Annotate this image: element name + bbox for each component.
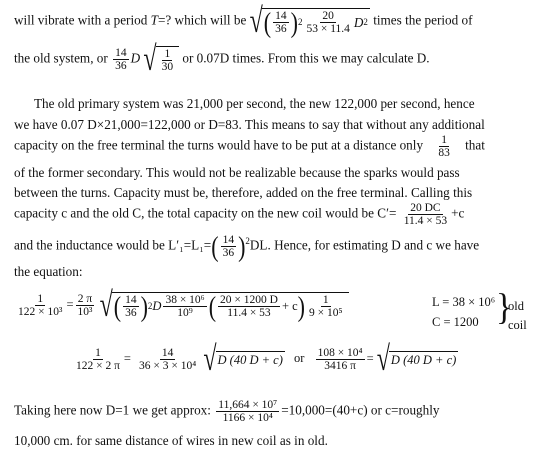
brace-icon: } [496,287,513,328]
sqrt-expression: √ ( $\frac{14}{36}$ ) 2 $\frac{20}{53 \times 11.4}$ D 2 [249,2,368,41]
side-L: L = 38 × 10⁶ [432,295,496,309]
para2-line1: The old primary system was 21,000 per second, the new 122,000 per second, hence [34,96,475,111]
para2-line2: we have 0.07 D×21,000=122,000 or D=83. This means to say that without any additional [14,117,485,132]
side-coil: coil [508,318,527,332]
para2-line5: between the turns. Capacity must be, therefore, added on the free terminal. Calling this [14,185,473,200]
para2-line7: and the inductance would be L′₁=L₁=( $\frac{14}{36}$ )$^2$DL. Hence, for estimating D and c we have [14,229,480,263]
text: times the period of [373,12,473,28]
side-old: old [508,299,524,313]
text-line-2: the old system, or $\frac{14}{36}$ D √ $\frac{1}{30}$ or 0.07D times. From this we may calculate D. [14,40,430,79]
para2-line4: of the former secondary. This would not be realizable because the sparks would pass [14,165,460,180]
last-line-1: Taking here now D=1 we get approx: $\frac{\text{11,664 × 10⁷}}{\text{1166 × 10⁴}}$ =10,000=(40+c) or c=roughly [14,399,440,425]
symbol: T [150,12,158,28]
equation-1: $\frac{1}{\text{122 × 10³}}$ = $\frac{2 \pi}{\text{10³}}$ √ ( $\frac{14}{36}$ ) 2 D $\frac{\text{38 × 10⁶}}{\text{10⁹}}$ ( $\frac{20 \times 1200 D}{11.4 \times 53}$ + c ) $\frac{1}{\text{9 × 10⁵}}$ [14,292,349,319]
text: will vibrate with a period [14,12,151,28]
text-line-1 [14,2,473,41]
para2-line3: capacity on the free terminal the turns would have to be put at a distance only $\frac{1}{83}$ that [14,134,485,160]
last-line-2: 10,000 cm. for same distance of wires in new coil as in old. [14,433,328,448]
para2-line6: capacity c and the old C, the total capacity on the new coil would be C′= $\frac{20 DC}{11.4 \times 53}$ +c [14,202,465,228]
para2-line8: the equation: [14,264,83,279]
side-C: C = 1200 [432,315,479,329]
text: =? which will be [157,12,250,28]
equation-2: $\frac{1}{122 \times 2 \pi}$ = $\frac{14}{\text{36 × 3 × 10⁴}}$ √ D (40 D + c) or $\frac{\text{108 × 10⁴}}{3416 \pi}$ = √ D (40 D + c) [76,340,457,379]
